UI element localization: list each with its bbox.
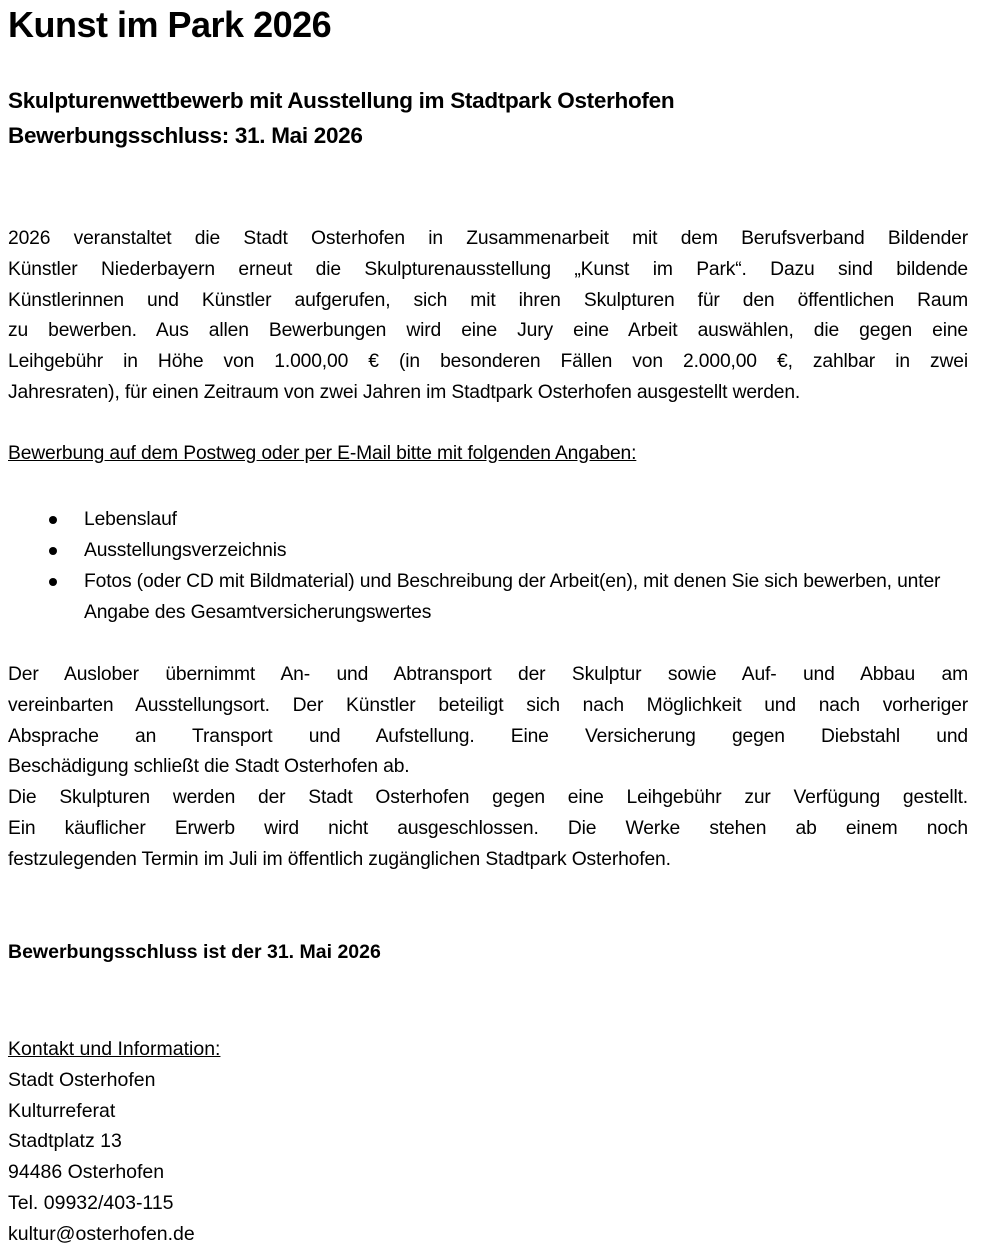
intro-line: Künstlerinnen und Künstler aufgerufen, sich mit ihren Skulpturen für den öffentlichen Raum (8, 289, 968, 311)
list-item (8, 504, 968, 535)
contact-phone: Tel. 09932/403-115 (8, 1191, 174, 1214)
transport-line: Beschädigung schließt die Stadt Osterhofen ab. (8, 756, 410, 778)
application-heading: Bewerbung auf dem Postweg oder per E-Mail bitte mit folgenden Angaben: (8, 443, 637, 464)
transport-paragraph (8, 660, 968, 876)
subtitle-competition: Skulpturenwettbewerb mit Ausstellung im Stadtpark Osterhofen (8, 88, 675, 113)
transport-line: Absprache an Transport und Aufstellung. Eine Versicherung gegen Diebstahl und (8, 725, 968, 747)
transport-line: festzulegenden Termin im Juli im öffentlich zugänglichen Stadtpark Osterhofen. (8, 848, 671, 870)
transport-line: vereinbarten Ausstellungsort. Der Künstler beteiligt sich nach Möglichkeit und nach vorheriger (8, 694, 968, 716)
transport-line: Ein käuflicher Erwerb wird nicht ausgeschlossen. Die Werke stehen ab einem noch (8, 817, 968, 839)
intro-paragraph (8, 224, 968, 409)
intro-line: Künstler Niederbayern erneut die Skulpturenausstellung „Kunst im Park“. Dazu sind bildende (8, 258, 968, 280)
subtitle-deadline: Bewerbungsschluss: 31. Mai 2026 (8, 123, 363, 148)
intro-line: Jahresraten), für einen Zeitraum von zwei Jahren im Stadtpark Osterhofen ausgestellt werden. (8, 381, 801, 403)
transport-line: Der Auslober übernimmt An- und Abtransport der Skulptur sowie Auf- und Abbau am (8, 664, 968, 685)
document-title: Kunst im Park 2026 (8, 4, 332, 45)
contact-department: Kulturreferat (8, 1099, 116, 1122)
bullet-icon (49, 547, 57, 555)
list-item-text: Lebenslauf (84, 509, 177, 530)
contact-organization: Stadt Osterhofen (8, 1068, 156, 1091)
contact-street: Stadtplatz 13 (8, 1130, 122, 1153)
deadline-notice: Bewerbungsschluss ist der 31. Mai 2026 (8, 941, 381, 963)
intro-line: Leihgebühr in Höhe von 1.000,00 € (in besonderen Fällen von 2.000,00 €, zahlbar in zwei (8, 351, 968, 373)
contact-heading: Kontakt und Information: (8, 1038, 221, 1060)
contact-city: 94486 Osterhofen (8, 1161, 165, 1184)
bullet-icon (49, 578, 57, 586)
list-item-text: Fotos (oder CD mit Bildmaterial) und Beschreibung der Arbeit(en), mit denen Sie sich bewerben, unter Angabe des Gesamtversicherungswertes (84, 571, 941, 623)
intro-line: 2026 veranstaltet die Stadt Osterhofen in Zusammenarbeit mit dem Berufsverband Bildender (8, 228, 968, 249)
intro-line: zu bewerben. Aus allen Bewerbungen wird eine Jury eine Arbeit auswählen, die gegen eine (8, 320, 968, 342)
list-item (8, 535, 968, 566)
transport-line: Die Skulpturen werden der Stadt Osterhofen gegen eine Leihgebühr zur Verfügung gestellt. (8, 787, 968, 809)
bullet-icon (49, 516, 57, 524)
contact-block (8, 1034, 220, 1250)
list-item (8, 566, 968, 628)
list-item-text: Ausstellungsverzeichnis (84, 540, 287, 561)
contact-email[interactable]: kultur@osterhofen.de (8, 1222, 195, 1245)
application-requirements-list (8, 504, 968, 628)
